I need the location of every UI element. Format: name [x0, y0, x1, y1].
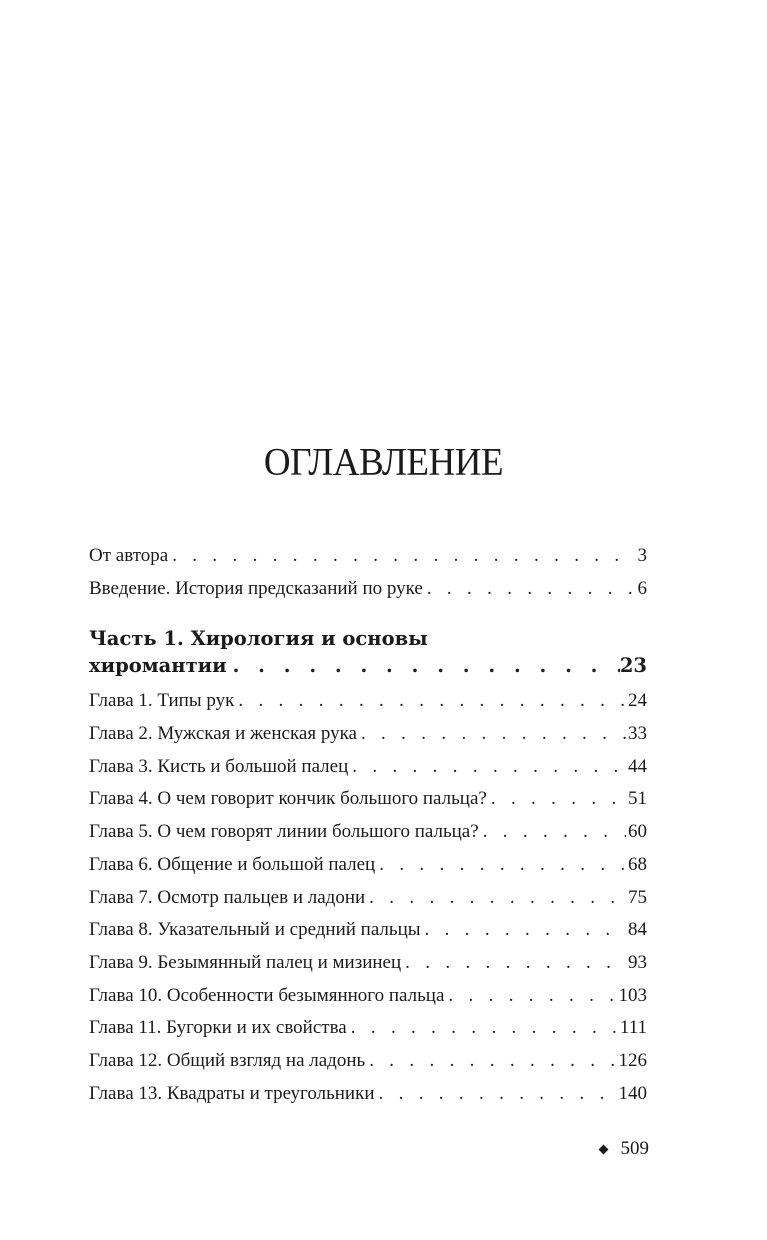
dot-leader	[361, 718, 626, 751]
chapter-page: 84	[628, 919, 647, 941]
chapter-label: Глава 1. Типы рук	[89, 690, 235, 712]
chapter-page: 103	[618, 984, 647, 1006]
dot-leader	[238, 685, 626, 718]
dot-leader	[448, 980, 616, 1013]
part-title-line1: Часть 1. Хирология и основы	[89, 627, 428, 651]
part-title-line2: хиромантии	[89, 654, 227, 678]
toc-entry-introduction[interactable]	[89, 573, 647, 606]
toc-entry-label: От автора	[89, 545, 169, 566]
dot-leader	[405, 947, 626, 980]
table-of-contents	[89, 540, 647, 1110]
toc-chapter-11[interactable]	[89, 1012, 647, 1045]
chapter-label: Глава 5. О чем говорят линии большого пальца?	[89, 821, 479, 843]
chapter-page: 44	[628, 755, 647, 777]
toc-chapter-12[interactable]	[89, 1045, 647, 1078]
toc-chapter-6[interactable]	[89, 849, 647, 882]
chapter-page: 24	[628, 690, 647, 712]
chapter-label: Глава 13. Квадраты и треугольники	[89, 1082, 375, 1104]
dot-leader	[351, 1012, 618, 1045]
section-spacer	[89, 605, 647, 625]
chapter-page: 51	[628, 788, 647, 810]
dot-leader	[379, 849, 626, 882]
chapter-page: 60	[628, 821, 647, 843]
chapter-label: Глава 2. Мужская и женская рука	[89, 723, 357, 745]
toc-part-1[interactable]	[89, 625, 647, 679]
chapter-page: 111	[619, 1017, 647, 1039]
toc-chapter-4[interactable]	[89, 783, 647, 816]
toc-chapter-2[interactable]	[89, 718, 647, 751]
toc-chapter-1[interactable]	[89, 685, 647, 718]
chapter-label: Глава 7. Осмотр пальцев и ладони	[89, 886, 366, 908]
chapter-label: Глава 12. Общий взгляд на ладонь	[89, 1049, 366, 1071]
chapter-page: 68	[628, 853, 647, 875]
toc-chapter-3[interactable]	[89, 751, 647, 784]
dot-leader	[352, 751, 626, 784]
toc-chapter-10[interactable]	[89, 980, 647, 1013]
chapter-page: 33	[628, 723, 647, 745]
dot-leader	[425, 914, 626, 947]
chapter-label: Глава 3. Кисть и большой палец	[89, 755, 349, 777]
dot-leader	[483, 816, 626, 849]
dot-leader	[369, 882, 626, 915]
toc-chapter-5[interactable]	[89, 816, 647, 849]
toc-entry-page: 6	[637, 577, 647, 599]
page-title: ОГЛАВЛЕНИЕ	[263, 440, 504, 484]
toc-entry-page: 3	[637, 545, 647, 566]
toc-chapter-7[interactable]	[89, 882, 647, 915]
chapter-page: 75	[628, 886, 647, 908]
chapter-label: Глава 8. Указательный и средний пальцы	[89, 919, 421, 941]
chapter-label: Глава 6. Общение и большой палец	[89, 853, 376, 875]
chapter-label: Глава 11. Бугорки и их свойства	[89, 1017, 347, 1039]
toc-chapter-13[interactable]	[89, 1078, 647, 1111]
toc-entry-label: Введение. История предсказаний по руке	[89, 577, 423, 599]
dot-leader	[379, 1078, 617, 1111]
chapter-label: Глава 4. О чем говорит кончик большого пальца?	[89, 788, 487, 810]
toc-chapter-8[interactable]	[89, 914, 647, 947]
toc-entry-from-author[interactable]	[89, 540, 647, 573]
dot-leader	[172, 540, 635, 573]
toc-chapter-9[interactable]	[89, 947, 647, 980]
chapter-page: 140	[618, 1082, 647, 1104]
chapter-label: Глава 10. Особенности безымянного пальца	[89, 984, 445, 1006]
dot-leader	[427, 573, 636, 606]
page-number: 509	[620, 1138, 649, 1159]
chapter-page: 93	[628, 951, 647, 973]
dot-leader	[491, 783, 626, 816]
dot-leader	[227, 652, 620, 679]
diamond-icon	[598, 1144, 608, 1154]
dot-leader	[369, 1045, 616, 1078]
part-page: 23	[619, 654, 647, 678]
page-footer	[600, 1138, 650, 1160]
chapter-page: 126	[618, 1049, 647, 1071]
chapter-label: Глава 9. Безымянный палец и мизинец	[89, 951, 402, 973]
